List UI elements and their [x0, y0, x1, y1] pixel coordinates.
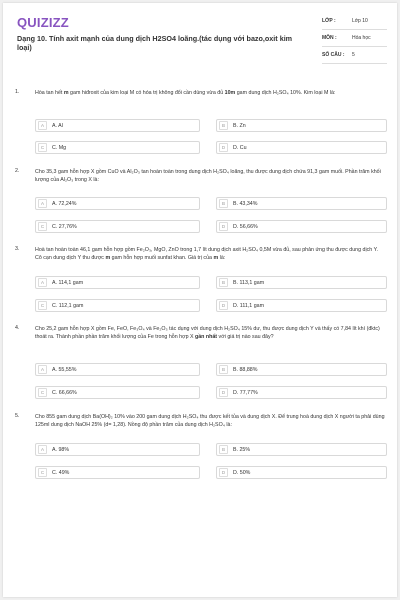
option-letter: C	[38, 222, 47, 231]
question-text: Hòa tan hết m gam hiđroxit của kim loại M có hóa trị không đổi cần dùng vừa đủ 10m gam dung dịch H₂SO₄ 10%. Kim loại M là:	[35, 90, 336, 96]
option-text: D. 77,77%	[233, 389, 258, 396]
option-a[interactable]	[35, 197, 200, 210]
option-text: D. 111,1 gam	[233, 302, 265, 309]
option-letter: C	[38, 143, 47, 152]
option-letter: A	[38, 121, 47, 130]
option-b[interactable]	[216, 363, 387, 376]
meta-subject-value: Hóa học	[352, 35, 371, 41]
option-letter: A	[38, 365, 47, 374]
option-c[interactable]	[35, 299, 200, 312]
option-d[interactable]	[216, 386, 387, 399]
option-b[interactable]	[216, 276, 387, 289]
option-text: C. Mg	[52, 144, 67, 151]
option-letter: A	[38, 199, 47, 208]
option-text: A. 55,55%	[52, 366, 77, 373]
worksheet-page	[3, 3, 397, 597]
question-text: Cho 35,3 gam hỗn hợp X gồm CuO và Al₂O₃ tan hoàn toàn trong dung dịch H₂SO₄ loãng, thu được dung dịch chứa 91,3 gam muối. Phần trăm khối lượng của Al₂O₃ trong X là:	[35, 169, 381, 183]
option-letter: C	[38, 301, 47, 310]
option-text: A. 72,24%	[52, 200, 77, 207]
option-c[interactable]	[35, 141, 200, 154]
page-title: Dạng 10. Tính axit mạnh của dung dịch H2SO4 loãng.(tác dụng với bazo,oxit kim loại)	[17, 34, 293, 52]
option-a[interactable]	[35, 119, 200, 132]
option-letter: D	[219, 143, 228, 152]
option-letter: A	[38, 445, 47, 454]
meta-class-row	[322, 16, 387, 30]
option-d[interactable]	[216, 220, 387, 233]
question-text: Cho 855 gam dung dịch Ba(OH)₂ 10% vào 200 gam dung dịch H₂SO₄ thu được kết tủa và dung dịch X. Để trung hoà dung dịch X người ta phải dùng 125ml dung dịch NaOH 25% (d= 1,28). Nồng độ phần trăm của dung dịch H₂SO₄ là:	[35, 414, 385, 428]
option-d[interactable]	[216, 299, 387, 312]
option-letter: D	[219, 301, 228, 310]
option-a[interactable]	[35, 363, 200, 376]
option-letter: C	[38, 388, 47, 397]
option-b[interactable]	[216, 443, 387, 456]
question-text: Cho 25,2 gam hỗn hợp X gồm Fe, FeO, Fe₃O₄ và Fe₂O₃ tác dụng với dung dịch H₂SO₄ 15% dư, thu được dung dịch Y và thấy có 7,84 lít khí (đktc) thoát ra. Thành phần phần trăm khối lượng của Fe trong hỗn hợp X gần nhất với giá trị nào sau đây?	[35, 326, 380, 340]
meta-count-label: SỐ CÂU :	[322, 52, 345, 58]
meta-count-row	[322, 50, 387, 64]
option-d[interactable]	[216, 141, 387, 154]
option-b[interactable]	[216, 119, 387, 132]
question-number: 1.	[15, 89, 20, 95]
question-number: 5.	[15, 413, 20, 419]
meta-class-value: Lớp 10	[352, 18, 368, 24]
question-number: 3.	[15, 246, 20, 252]
option-a[interactable]	[35, 443, 200, 456]
option-letter: D	[219, 388, 228, 397]
option-text: D. 50%	[233, 469, 251, 476]
option-c[interactable]	[35, 386, 200, 399]
option-text: D. Cu	[233, 144, 247, 151]
option-text: A. 114,1 gam	[52, 279, 84, 286]
option-text: B. 113,1 gam	[233, 279, 265, 286]
option-letter: D	[219, 468, 228, 477]
option-text: B. Zn	[233, 122, 246, 129]
option-text: B. 25%	[233, 446, 251, 453]
option-letter: B	[219, 365, 228, 374]
meta-subject-row	[322, 33, 387, 47]
option-b[interactable]	[216, 197, 387, 210]
meta-subject-label: MÔN :	[322, 35, 337, 41]
option-text: C. 66,66%	[52, 389, 77, 396]
option-letter: B	[219, 199, 228, 208]
option-a[interactable]	[35, 276, 200, 289]
question-number: 2.	[15, 168, 20, 174]
brand-logo: QUIZIZZ	[17, 15, 69, 30]
option-letter: C	[38, 468, 47, 477]
meta-class-label: LỚP :	[322, 18, 336, 24]
option-c[interactable]	[35, 220, 200, 233]
option-text: D. 56,66%	[233, 223, 258, 230]
option-letter: B	[219, 278, 228, 287]
question-number: 4.	[15, 325, 20, 331]
question-text: Hoà tan hoàn toàn 46,1 gam hỗn hợp gồm Fe₂O₃, MgO, ZnO trong 1,7 lít dung dịch axit H₂SO₄ 0,5M vừa đủ, sau phản ứng thu được dung dịch Y. Cô cạn dung dịch Y thu được m gam hỗn hợp muối sunfat khan. Giá trị của m là:	[35, 247, 378, 261]
option-text: A. Al	[52, 122, 63, 129]
option-letter: A	[38, 278, 47, 287]
meta-panel	[322, 16, 387, 67]
option-letter: B	[219, 445, 228, 454]
option-d[interactable]	[216, 466, 387, 479]
option-letter: B	[219, 121, 228, 130]
option-text: C. 27,76%	[52, 223, 77, 230]
option-text: B. 43,34%	[233, 200, 258, 207]
option-text: A. 98%	[52, 446, 70, 453]
meta-count-value: 5	[352, 52, 355, 58]
option-text: C. 112,1 gam	[52, 302, 84, 309]
option-c[interactable]	[35, 466, 200, 479]
option-letter: D	[219, 222, 228, 231]
option-text: C. 49%	[52, 469, 70, 476]
option-text: B. 88,88%	[233, 366, 258, 373]
